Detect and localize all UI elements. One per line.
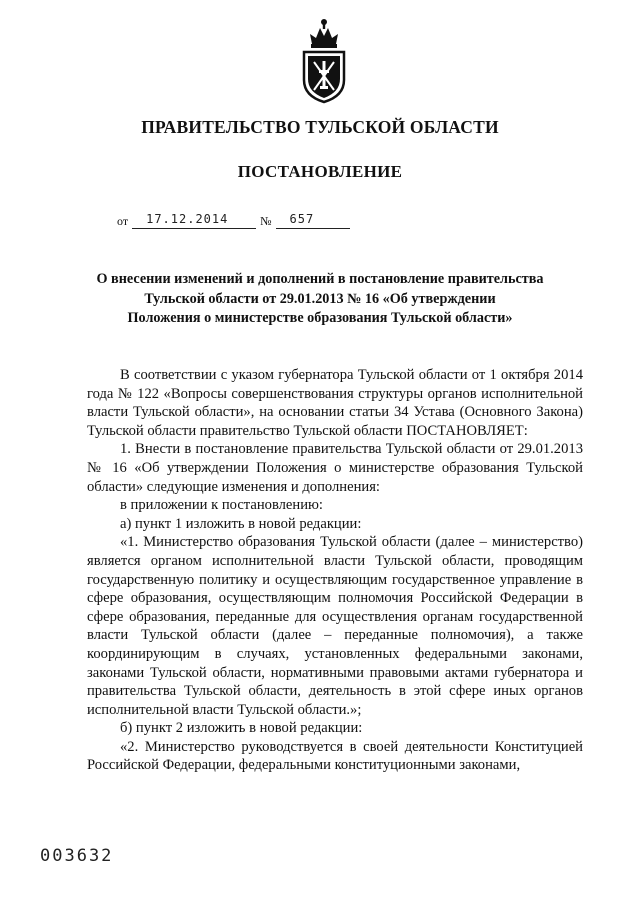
number-field [276, 212, 350, 229]
body-paragraph: б) пункт 2 изложить в новой редакции: [120, 720, 363, 737]
document-type-title: ПОСТАНОВЛЕНИЕ [237, 162, 403, 181]
body-paragraph: «2. Министерство руководствуется в своей деятельности Конституцией Российской Федерации, федеральными конституционными законами, [87, 738, 583, 774]
number-label: № [260, 214, 272, 228]
subject-line: О внесении изменений и дополнений в постановление правительства [96, 271, 544, 287]
number-value: 657 [289, 212, 315, 226]
document-subject [40, 270, 600, 329]
body-paragraph: в приложении к постановлению: [120, 497, 323, 514]
body-paragraph: В соответствии с указом губернатора Тульской области от 1 октября 2014 года № 122 «Вопросы совершенствования структуры органов исполнительной власти Тульской области», на основании статьи 34 Устава (Основного Закона) Тульской области правительство Тульской области ПОСТАНОВЛЯЕТ: [87, 367, 583, 439]
date-number-line [117, 212, 350, 229]
body-paragraph: а) пункт 1 изложить в новой редакции: [120, 515, 362, 532]
body-paragraph: 1. Внести в постановление правительства Тульской области от 29.01.2013 № 16 «Об утверждении Положения о министерстве образования Тульской области» следующие изменения и дополнения: [87, 441, 583, 495]
subject-line: Тульской области от 29.01.2013 № 16 «Об утверждении [144, 290, 496, 307]
serial-number: 003632 [40, 846, 114, 866]
subject-line: Положения о министерстве образования Тульской области» [127, 310, 513, 326]
body-paragraph: «1. Министерство образования Тульской области (далее – министерство) является органом исполнительной власти Тульской области, проводящим государственную политику и осуществляющим государственное управление в сфере образования, осуществляющим полномочия Российской Федерации в сфере образования, переданные для осуществления органам государственной власти Тульской области (далее – переданные полномочия), а также координирующим в случаях, установленных федеральными законами, законами Тульской области, нормативными правовыми актами губернатора и правительства Тульской области, деятельность в этой сфере иных органов исполнительной власти Тульской области.»; [87, 534, 583, 718]
date-label: от [117, 214, 129, 228]
date-value: 17.12.2014 [146, 212, 229, 226]
date-field [132, 212, 256, 229]
document-body [87, 366, 583, 775]
organization-title: ПРАВИТЕЛЬСТВО ТУЛЬСКОЙ ОБЛАСТИ [141, 117, 499, 137]
tula-coat-of-arms-icon [298, 14, 350, 104]
